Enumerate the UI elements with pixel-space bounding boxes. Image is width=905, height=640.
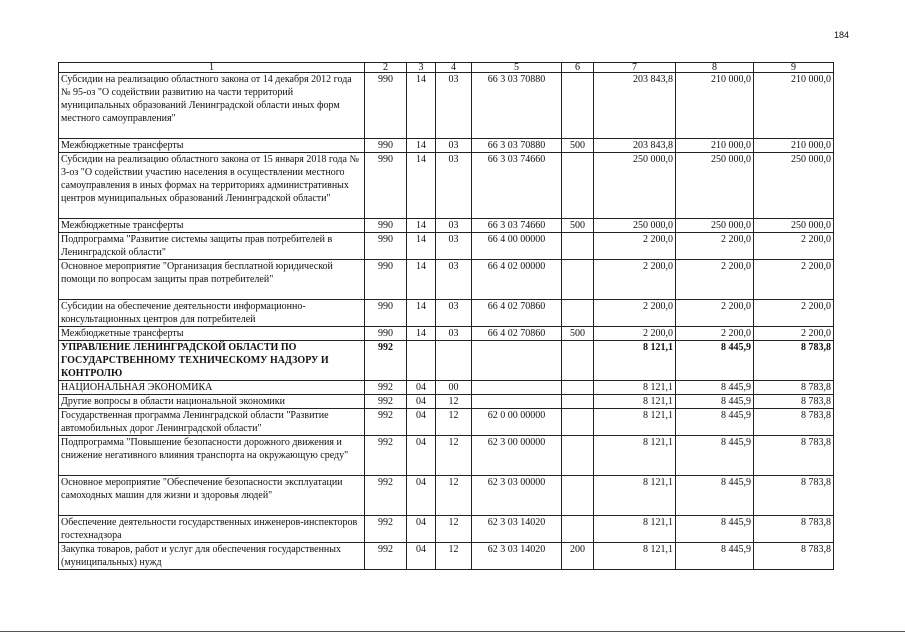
amount-col7-cell: 2 200,0 [594,300,676,327]
amount-col9-cell: 2 200,0 [754,233,834,260]
amount-col9-cell: 8 783,8 [754,395,834,409]
admin-code-cell: 990 [365,300,407,327]
target-article-cell [472,381,562,395]
row-name-cell: Субсидии на обеспечение деятельности информационно-консультационных центров для потребителей [59,300,365,327]
section-cell: 14 [407,219,436,233]
subsection-cell: 12 [436,516,472,543]
expense-type-cell [562,516,594,543]
table-row [59,219,834,233]
subsection-cell: 03 [436,139,472,153]
section-cell: 04 [407,395,436,409]
expense-type-cell: 500 [562,139,594,153]
expense-type-cell [562,409,594,436]
target-article-cell: 62 3 03 14020 [472,516,562,543]
expense-type-cell: 500 [562,327,594,341]
table-row [59,436,834,476]
amount-col8-cell: 2 200,0 [676,327,754,341]
amount-col8-cell: 8 445,9 [676,409,754,436]
admin-code-cell: 992 [365,341,407,381]
row-name-cell: Основное мероприятие "Обеспечение безопасности эксплуатации самоходных машин для жизни и здоровья людей" [59,476,365,516]
page-number: 184 [834,30,850,40]
amount-col9-cell: 8 783,8 [754,476,834,516]
admin-code-cell: 992 [365,436,407,476]
subsection-cell: 12 [436,395,472,409]
table-row [59,233,834,260]
subsection-cell: 03 [436,153,472,219]
amount-col9-cell: 2 200,0 [754,260,834,300]
section-cell: 14 [407,233,436,260]
expense-type-cell [562,341,594,381]
amount-col8-cell: 8 445,9 [676,436,754,476]
amount-col8-cell: 250 000,0 [676,153,754,219]
table-row [59,476,834,516]
amount-col7-cell: 8 121,1 [594,516,676,543]
row-name-cell: Основное мероприятие "Организация бесплатной юридической помощи по вопросам защиты прав потребителей" [59,260,365,300]
section-cell: 04 [407,476,436,516]
amount-col7-cell: 250 000,0 [594,153,676,219]
table-row [59,139,834,153]
target-article-cell [472,341,562,381]
column-header: 7 [594,63,676,73]
subsection-cell: 12 [436,476,472,516]
amount-col8-cell: 210 000,0 [676,73,754,139]
admin-code-cell: 992 [365,381,407,395]
section-cell: 04 [407,516,436,543]
target-article-cell: 66 3 03 74660 [472,219,562,233]
subsection-cell [436,341,472,381]
row-name-cell: Обеспечение деятельности государственных инженеров-инспекторов гостехнадзора [59,516,365,543]
section-cell: 14 [407,139,436,153]
target-article-cell: 66 4 02 00000 [472,260,562,300]
admin-code-cell: 990 [365,153,407,219]
amount-col8-cell: 250 000,0 [676,219,754,233]
table-row [59,327,834,341]
amount-col9-cell: 2 200,0 [754,300,834,327]
amount-col7-cell: 8 121,1 [594,543,676,570]
table-row [59,543,834,570]
amount-col8-cell: 8 445,9 [676,381,754,395]
amount-col9-cell: 8 783,8 [754,341,834,381]
subsection-cell: 03 [436,73,472,139]
row-name-cell: Межбюджетные трансферты [59,139,365,153]
target-article-cell: 66 3 03 70880 [472,73,562,139]
section-cell: 04 [407,381,436,395]
subsection-cell: 03 [436,327,472,341]
amount-col8-cell: 2 200,0 [676,233,754,260]
amount-col7-cell: 8 121,1 [594,436,676,476]
amount-col7-cell: 2 200,0 [594,327,676,341]
target-article-cell: 62 0 00 00000 [472,409,562,436]
column-header: 5 [472,63,562,73]
row-name-cell: Межбюджетные трансферты [59,219,365,233]
expense-type-cell: 500 [562,219,594,233]
admin-code-cell: 992 [365,409,407,436]
admin-code-cell: 992 [365,543,407,570]
target-article-cell: 66 3 03 74660 [472,153,562,219]
expense-type-cell [562,73,594,139]
amount-col7-cell: 203 843,8 [594,139,676,153]
amount-col7-cell: 8 121,1 [594,341,676,381]
column-header: 3 [407,63,436,73]
amount-col8-cell: 210 000,0 [676,139,754,153]
column-header: 9 [754,63,834,73]
header-row [59,63,834,73]
column-header: 1 [59,63,365,73]
subsection-cell: 03 [436,233,472,260]
amount-col8-cell: 8 445,9 [676,476,754,516]
column-header: 4 [436,63,472,73]
table-row [59,73,834,139]
target-article-cell: 62 3 00 00000 [472,436,562,476]
admin-code-cell: 992 [365,395,407,409]
amount-col9-cell: 210 000,0 [754,73,834,139]
admin-code-cell: 990 [365,327,407,341]
expense-type-cell [562,260,594,300]
row-name-cell: Субсидии на реализацию областного закона от 14 декабря 2012 года № 95-оз "О содействии развитию на части территорий муниципальных образований Ленинградской области иных форм местного самоуправления" [59,73,365,139]
amount-col7-cell: 250 000,0 [594,219,676,233]
target-article-cell: 66 4 02 70860 [472,327,562,341]
amount-col9-cell: 8 783,8 [754,381,834,395]
row-name-cell: Другие вопросы в области национальной экономики [59,395,365,409]
expense-type-cell [562,233,594,260]
column-header: 2 [365,63,407,73]
amount-col7-cell: 8 121,1 [594,381,676,395]
section-cell: 14 [407,327,436,341]
column-header: 8 [676,63,754,73]
subsection-cell: 12 [436,543,472,570]
row-name-cell: НАЦИОНАЛЬНАЯ ЭКОНОМИКА [59,381,365,395]
admin-code-cell: 990 [365,73,407,139]
target-article-cell: 62 3 03 14020 [472,543,562,570]
section-cell: 04 [407,436,436,476]
amount-col9-cell: 210 000,0 [754,139,834,153]
admin-code-cell: 992 [365,476,407,516]
amount-col8-cell: 8 445,9 [676,543,754,570]
amount-col7-cell: 8 121,1 [594,409,676,436]
column-header: 6 [562,63,594,73]
admin-code-cell: 990 [365,260,407,300]
target-article-cell: 66 3 03 70880 [472,139,562,153]
page-bottom-rule [0,631,905,632]
expense-type-cell [562,436,594,476]
subsection-cell: 03 [436,300,472,327]
expense-type-cell [562,395,594,409]
admin-code-cell: 990 [365,139,407,153]
row-name-cell: Субсидии на реализацию областного закона от 15 января 2018 года № 3-оз "О содействии участию населения в осуществлении местного самоуправления в иных формах на территориях административных центров муниципальных образований Ленинградской области" [59,153,365,219]
amount-col9-cell: 2 200,0 [754,327,834,341]
expense-type-cell [562,153,594,219]
amount-col9-cell: 250 000,0 [754,153,834,219]
amount-col8-cell: 2 200,0 [676,260,754,300]
admin-code-cell: 990 [365,219,407,233]
amount-col9-cell: 8 783,8 [754,436,834,476]
section-cell: 14 [407,153,436,219]
table-row [59,153,834,219]
admin-code-cell: 992 [365,516,407,543]
amount-col7-cell: 8 121,1 [594,476,676,516]
section-cell: 14 [407,260,436,300]
target-article-cell: 66 4 00 00000 [472,233,562,260]
row-name-cell: Подпрограмма "Повышение безопасности дорожного движения и снижение негативного влияния транспорта на окружающую среду" [59,436,365,476]
amount-col7-cell: 8 121,1 [594,395,676,409]
expense-type-cell: 200 [562,543,594,570]
row-name-cell: Подпрограмма "Развитие системы защиты прав потребителей в Ленинградской области" [59,233,365,260]
table-row [59,409,834,436]
table-row [59,300,834,327]
target-article-cell [472,395,562,409]
budget-table [58,62,834,570]
expense-type-cell [562,300,594,327]
target-article-cell: 62 3 03 00000 [472,476,562,516]
amount-col9-cell: 8 783,8 [754,543,834,570]
amount-col7-cell: 2 200,0 [594,260,676,300]
section-cell: 04 [407,409,436,436]
amount-col8-cell: 8 445,9 [676,516,754,543]
section-cell: 14 [407,73,436,139]
admin-code-cell: 990 [365,233,407,260]
section-cell: 14 [407,300,436,327]
subsection-cell: 12 [436,436,472,476]
table-row [59,341,834,381]
table-row [59,260,834,300]
row-name-cell: Межбюджетные трансферты [59,327,365,341]
expense-type-cell [562,476,594,516]
table-row [59,516,834,543]
amount-col9-cell: 250 000,0 [754,219,834,233]
table-row [59,381,834,395]
table-row [59,395,834,409]
amount-col8-cell: 8 445,9 [676,341,754,381]
subsection-cell: 12 [436,409,472,436]
row-name-cell: Государственная программа Ленинградской области "Развитие автомобильных дорог Ленинградской области" [59,409,365,436]
subsection-cell: 03 [436,219,472,233]
amount-col8-cell: 2 200,0 [676,300,754,327]
subsection-cell: 00 [436,381,472,395]
amount-col9-cell: 8 783,8 [754,516,834,543]
section-cell [407,341,436,381]
row-name-cell: УПРАВЛЕНИЕ ЛЕНИНГРАДСКОЙ ОБЛАСТИ ПО ГОСУДАРСТВЕННОМУ ТЕХНИЧЕСКОМУ НАДЗОРУ И КОНТРОЛЮ [59,341,365,381]
amount-col9-cell: 8 783,8 [754,409,834,436]
amount-col7-cell: 203 843,8 [594,73,676,139]
section-cell: 04 [407,543,436,570]
target-article-cell: 66 4 02 70860 [472,300,562,327]
amount-col8-cell: 8 445,9 [676,395,754,409]
amount-col7-cell: 2 200,0 [594,233,676,260]
expense-type-cell [562,381,594,395]
row-name-cell: Закупка товаров, работ и услуг для обеспечения государственных (муниципальных) нужд [59,543,365,570]
subsection-cell: 03 [436,260,472,300]
